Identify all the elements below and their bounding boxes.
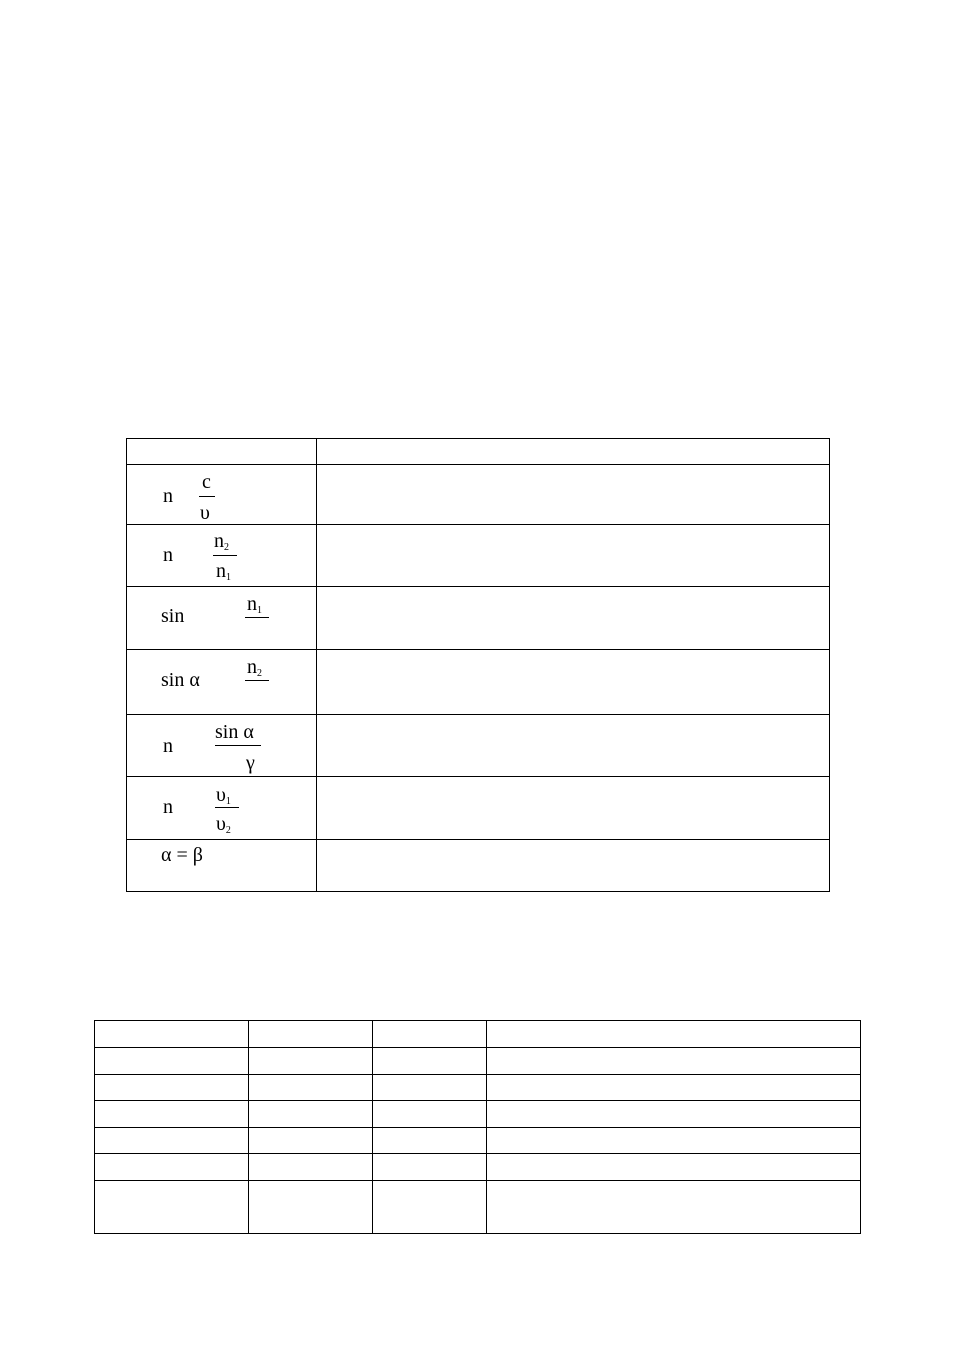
formula-cell bbox=[127, 587, 317, 650]
table-cell bbox=[249, 1154, 373, 1181]
description-cell bbox=[317, 525, 830, 587]
header-cell-description bbox=[317, 439, 830, 465]
description-cell bbox=[317, 715, 830, 777]
formula-denominator bbox=[216, 814, 231, 836]
denominator-subscript: 1 bbox=[226, 572, 231, 583]
table-cell bbox=[487, 1101, 861, 1128]
table-header-row bbox=[95, 1021, 861, 1048]
table-cell bbox=[95, 1048, 249, 1075]
formula-lhs: n bbox=[163, 485, 173, 507]
numerator-subscript: 2 bbox=[224, 542, 229, 553]
numerator-base: n bbox=[214, 530, 224, 552]
table-row bbox=[95, 1154, 861, 1181]
table-row bbox=[127, 465, 830, 525]
table-cell bbox=[95, 1181, 249, 1234]
formula-cell bbox=[127, 715, 317, 777]
numerator-base: n bbox=[247, 656, 257, 678]
table-row bbox=[127, 715, 830, 777]
formula-numerator: c bbox=[202, 471, 211, 493]
formula-cell bbox=[127, 525, 317, 587]
table-row bbox=[95, 1181, 861, 1234]
formula-numerator bbox=[216, 785, 231, 807]
table-cell bbox=[487, 1021, 861, 1048]
table-cell bbox=[249, 1181, 373, 1234]
description-cell bbox=[317, 777, 830, 840]
formula-denominator: υ bbox=[200, 502, 210, 524]
table-row bbox=[95, 1101, 861, 1128]
formula-lhs: α = β bbox=[161, 844, 203, 866]
table-cell bbox=[249, 1048, 373, 1075]
table-cell bbox=[373, 1101, 487, 1128]
fraction-bar bbox=[245, 680, 269, 681]
reflection-law-formula bbox=[127, 840, 316, 891]
formula-lhs: sin α bbox=[161, 669, 200, 691]
table-row bbox=[95, 1128, 861, 1154]
numerator-subscript: 1 bbox=[225, 796, 231, 807]
table-row bbox=[127, 650, 830, 715]
numerator-base: υ bbox=[216, 784, 226, 806]
table-cell bbox=[249, 1021, 373, 1048]
table-cell bbox=[95, 1075, 249, 1101]
sine-alpha-formula bbox=[127, 650, 316, 714]
formula-numerator bbox=[247, 657, 262, 679]
velocity-ratio-formula bbox=[127, 777, 316, 839]
description-cell bbox=[317, 840, 830, 892]
table-row bbox=[127, 777, 830, 840]
table-cell bbox=[95, 1021, 249, 1048]
formula-table bbox=[126, 438, 830, 892]
fraction-bar bbox=[245, 617, 269, 618]
denominator-base: n bbox=[216, 560, 226, 582]
table-cell bbox=[95, 1154, 249, 1181]
table-row bbox=[95, 1048, 861, 1075]
table-cell bbox=[487, 1128, 861, 1154]
numerator-subscript: 2 bbox=[257, 668, 262, 679]
description-cell bbox=[317, 465, 830, 525]
formula-cell bbox=[127, 840, 317, 892]
fraction-bar bbox=[199, 496, 215, 497]
refractive-index-formula bbox=[127, 465, 316, 524]
formula-lhs: n bbox=[163, 796, 173, 818]
formula-lhs: n bbox=[163, 544, 173, 566]
table-row bbox=[95, 1075, 861, 1101]
fraction-bar bbox=[213, 555, 237, 556]
sine-limit-formula bbox=[127, 587, 316, 649]
empty-data-table bbox=[94, 1020, 861, 1234]
denominator-base: υ bbox=[216, 813, 226, 835]
numerator-base: n bbox=[247, 593, 257, 615]
table-cell bbox=[373, 1048, 487, 1075]
snell-law-formula bbox=[127, 715, 316, 776]
formula-cell bbox=[127, 465, 317, 525]
formula-denominator bbox=[216, 561, 231, 583]
formula-cell bbox=[127, 777, 317, 840]
table-row bbox=[127, 840, 830, 892]
description-cell bbox=[317, 650, 830, 715]
table-cell bbox=[249, 1128, 373, 1154]
table-cell bbox=[487, 1048, 861, 1075]
fraction-bar bbox=[215, 807, 239, 808]
table-cell bbox=[95, 1101, 249, 1128]
relative-index-formula bbox=[127, 525, 316, 586]
numerator-subscript: 1 bbox=[257, 605, 262, 616]
table-cell bbox=[95, 1128, 249, 1154]
table-cell bbox=[249, 1101, 373, 1128]
table-cell bbox=[373, 1128, 487, 1154]
table-cell bbox=[373, 1021, 487, 1048]
formula-denominator: γ bbox=[246, 752, 255, 774]
table-cell bbox=[373, 1075, 487, 1101]
table-cell bbox=[249, 1075, 373, 1101]
header-cell-formula bbox=[127, 439, 317, 465]
fraction-bar bbox=[215, 745, 261, 746]
denominator-subscript: 2 bbox=[225, 825, 231, 836]
table-header-row bbox=[127, 439, 830, 465]
formula-lhs: n bbox=[163, 735, 173, 757]
formula-lhs: sin bbox=[161, 605, 185, 627]
table-cell bbox=[487, 1075, 861, 1101]
formula-cell bbox=[127, 650, 317, 715]
table-cell bbox=[373, 1154, 487, 1181]
description-cell bbox=[317, 587, 830, 650]
table-cell bbox=[487, 1154, 861, 1181]
formula-numerator bbox=[214, 531, 229, 553]
formula-numerator: sin α bbox=[215, 721, 254, 743]
table-cell bbox=[373, 1181, 487, 1234]
formula-numerator bbox=[247, 594, 262, 616]
table-cell bbox=[487, 1181, 861, 1234]
table-row bbox=[127, 525, 830, 587]
table-row bbox=[127, 587, 830, 650]
